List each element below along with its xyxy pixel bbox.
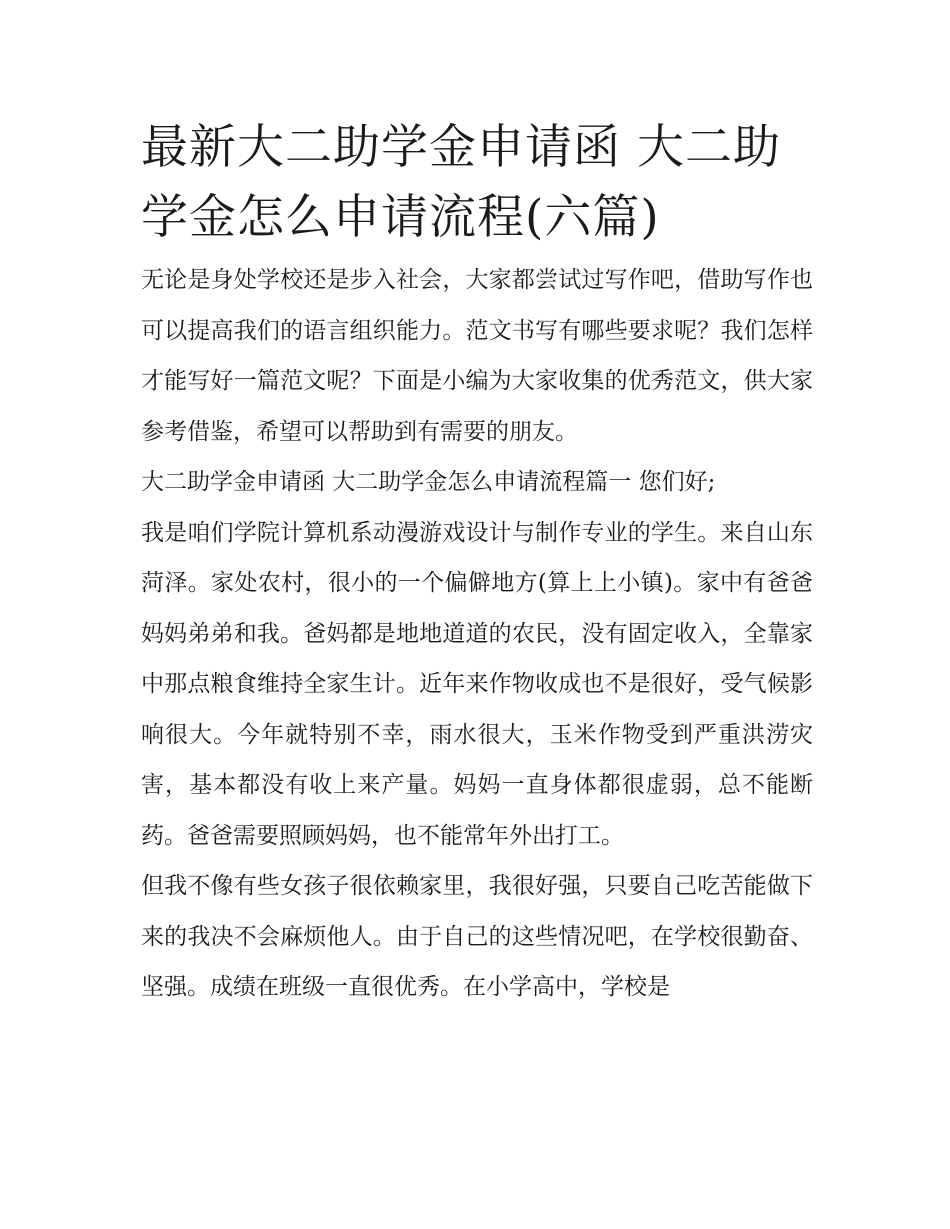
document-title: 最新大二助学金申请函 大二助学金怎么申请流程(六篇) [141,120,781,245]
intro-paragraph: 无论是身处学校还是步入社会，大家都尝试过写作吧，借助写作也可以提高我们的语言组织能力。范文书写有哪些要求呢？我们怎样才能写好一篇范文呢？下面是小编为大家收集的优秀范文，供大家参考借鉴，希望可以帮助到有需要的朋友。 [141,267,813,445]
body-paragraph: 我是咱们学院计算机系动漫游戏设计与制作专业的学生。来自山东菏泽。家处农村，很小的一个偏僻地方(算上上小镇)。家中有爸爸妈妈弟弟和我。爸妈都是地地道道的农民，没有固定收入，全靠家中那点粮食维持全家生计。近年来作物收成也不是很好，受气候影响很大。今年就特别不幸，雨水很大，玉米作物受到严重洪涝灾害，基本都没有收上来产量。妈妈一直身体都很虚弱，总不能断药。爸爸需要照顾妈妈，也不能常年外出打工。 [141,519,813,849]
document-page [141,113,813,1013]
section-heading-paragraph: 大二助学金申请函 大二助学金怎么申请流程篇一 您们好; [141,469,716,495]
body-paragraph: 但我不像有些女孩子很依赖家里，我很好强，只要自己吃苦能做下来的我决不会麻烦他人。由于自己的这些情况吧，在学校很勤奋、坚强。成绩在班级一直很优秀。在小学高中，学校是 [141,873,813,1000]
